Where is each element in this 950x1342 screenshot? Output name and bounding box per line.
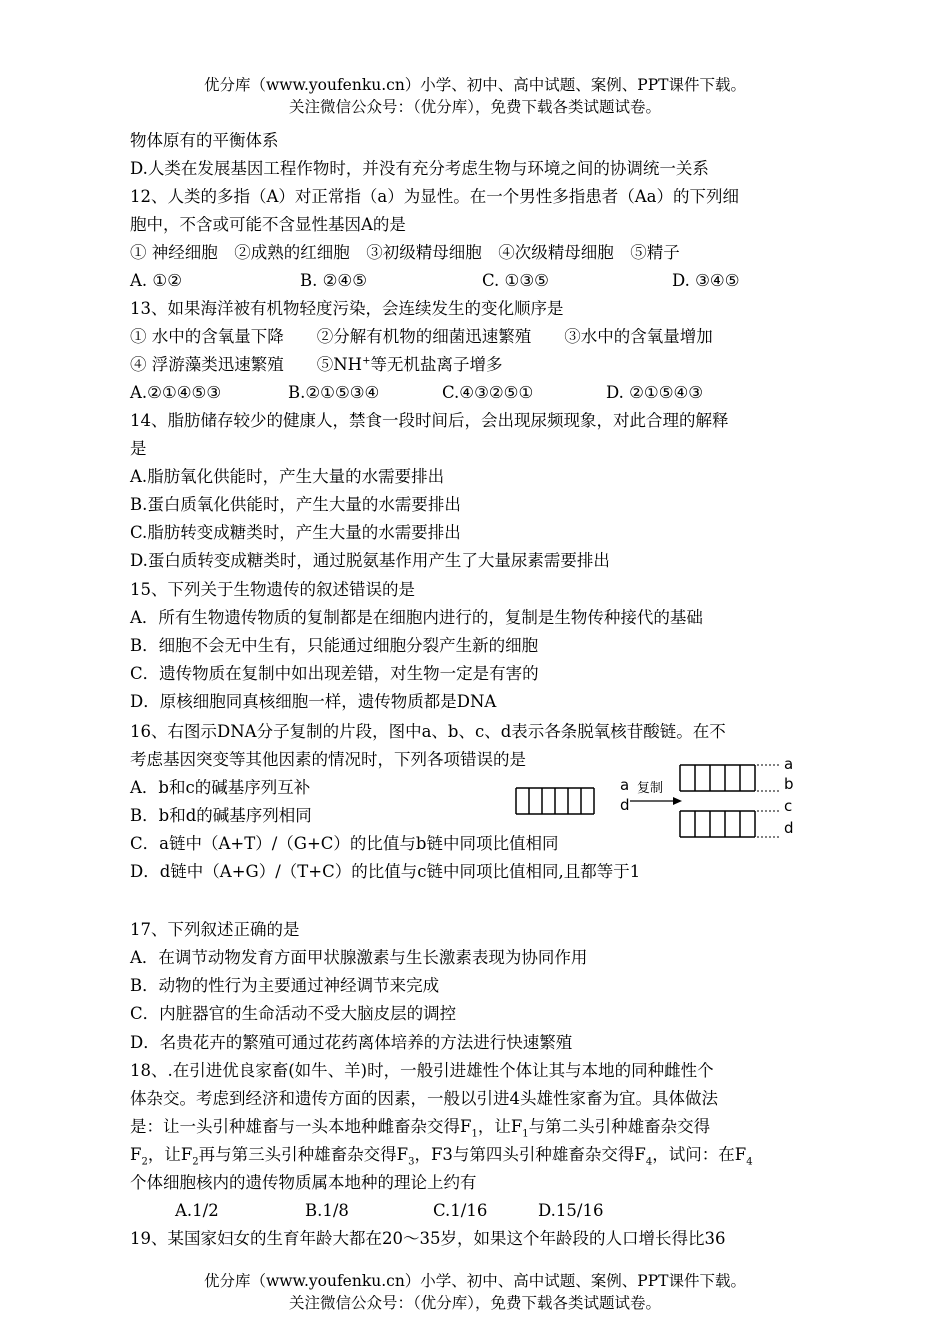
daughter-dna-top: [680, 765, 755, 791]
option-b: B．b和d的碱基序列相同: [130, 806, 312, 825]
option-a: A.1/2: [175, 1201, 219, 1220]
footer-line-1: 优分库（www.youfenku.cn）小学、初中、高中试题、案例、PPT课件下载。: [203, 1272, 747, 1290]
page-header: [0, 74, 950, 118]
option-a: A. ①②: [130, 271, 182, 290]
text-line: [130, 1113, 710, 1141]
option-b: B．动物的性行为主要通过神经调节来完成: [130, 976, 440, 995]
parent-dna-ladder: [516, 788, 594, 814]
option-d: D.15/16: [538, 1201, 604, 1220]
text-line: 考虑基因突变等其他因素的情况时，下列各项错误的是: [130, 750, 526, 769]
right-label-b: b: [784, 775, 794, 793]
arrow-icon: [630, 797, 682, 805]
option-b: B.蛋白质氧化供能时，产生大量的水需要排出: [130, 495, 461, 514]
text-line: 个体细胞核内的遗传物质属本地种的理论上约有: [130, 1173, 477, 1192]
question-18-options: [175, 1197, 603, 1225]
option-c: C．a链中（A+T）/（G+C）的比值与b链中同项比值相同: [130, 834, 559, 853]
text-span: ，F3与第四头引种雄畜杂交得F: [414, 1145, 646, 1164]
text-line: D.人类在发展基因工程作物时，并没有充分考虑生物与环境之间的协调统一关系: [130, 159, 709, 178]
question-14-stem: 14、脂肪储存较少的健康人，禁食一段时间后，会出现尿频现象，对此合理的解释: [130, 411, 729, 430]
subscript: 2: [141, 1156, 148, 1168]
text-span: ④ 浮游藻类迅速繁殖 ⑤NH: [130, 355, 363, 374]
question-19-stem: 19、某国家妇女的生育年龄大都在20～35岁，如果这个年龄段的人口增长得比36: [130, 1229, 726, 1248]
header-line-2: 关注微信公众号：（优分库），免费下载各类试题试卷。: [288, 98, 661, 116]
question-12-items: ① 神经细胞 ②成熟的红细胞 ③初级精母细胞 ④次级精母细胞 ⑤精子: [130, 243, 680, 262]
subscript: 1: [522, 1128, 529, 1140]
superscript: +: [362, 355, 371, 367]
question-12-options: [130, 267, 740, 295]
text-span: F: [130, 1145, 142, 1164]
option-a: A．b和c的碱基序列互补: [130, 778, 311, 797]
text-line: 胞中，不含或可能不含显性基因A的是: [130, 215, 406, 234]
text-span: 是：让一头引种雄畜与一头本地种雌畜杂交得F: [130, 1117, 472, 1136]
option-c: C.④③②⑤①: [442, 383, 534, 402]
question-16-stem: 16、右图示DNA分子复制的片段，图中a、b、c、d表示各条脱氧核苷酸链。在不: [130, 722, 726, 741]
text-line: 体杂交。考虑到经济和遗传方面的因素，一般以引进4头雄性家畜为宜。具体做法: [130, 1089, 718, 1108]
option-d: D．名贵花卉的繁殖可通过花药离体培养的方法进行快速繁殖: [130, 1033, 573, 1052]
question-13-items: ① 水中的含氧量下降 ②分解有机物的细菌迅速繁殖 ③水中的含氧量增加: [130, 327, 713, 346]
question-13-items-2: [130, 351, 502, 379]
text-span: ，让F: [477, 1117, 523, 1136]
subscript: 3: [408, 1156, 415, 1168]
subscript: 4: [645, 1156, 653, 1168]
question-15-stem: 15、下列关于生物遗传的叙述错误的是: [130, 580, 415, 599]
question-12-stem: 12、人类的多指（A）对正常指（a）为显性。在一个男性多指患者（Aa）的下列细: [130, 187, 740, 206]
option-c: C.脂肪转变成糖类时，产生大量的水需要排出: [130, 523, 461, 542]
text-span: ，试问：在F: [652, 1145, 747, 1164]
left-label-d: d: [620, 796, 630, 814]
text-span: 再与第三头引种雄畜杂交得F: [198, 1145, 409, 1164]
page-footer: [0, 1270, 950, 1314]
text-line: [130, 1141, 753, 1169]
option-d: D. ③④⑤: [672, 271, 740, 290]
option-d: D．原核细胞同真核细胞一样，遗传物质都是DNA: [130, 692, 497, 711]
option-d: D.蛋白质转变成糖类时，通过脱氨基作用产生了大量尿素需要排出: [130, 551, 610, 570]
text-span: ，让F: [147, 1145, 193, 1164]
option-d: D. ②①⑤④③: [606, 383, 704, 402]
option-c: C．遗传物质在复制中如出现差错，对生物一定是有害的: [130, 664, 539, 683]
option-a: A.脂肪氧化供能时，产生大量的水需要排出: [130, 467, 445, 486]
left-label-a: a: [620, 776, 630, 794]
question-17-stem: 17、下列叙述正确的是: [130, 920, 300, 939]
footer-line-2: 关注微信公众号：（优分库），免费下载各类试题试卷。: [288, 1294, 661, 1312]
option-d: D．d链中（A+G）/（T+C）的比值与c链中同项比值相同,且都等于1: [130, 862, 641, 881]
option-c: C.1/16: [433, 1201, 488, 1220]
text-span: 与第二头引种雄畜杂交得: [528, 1117, 711, 1136]
subscript: 4: [746, 1156, 753, 1168]
header-line-1: 优分库（www.youfenku.cn）小学、初中、高中试题、案例、PPT课件下载。: [203, 76, 747, 94]
option-b: B.1/8: [305, 1201, 349, 1220]
question-13-stem: 13、如果海洋被有机物轻度污染，会连续发生的变化顺序是: [130, 299, 564, 318]
daughter-dna-bottom: [680, 811, 755, 837]
text-line: 物体原有的平衡体系: [130, 131, 279, 150]
right-label-a: a: [784, 755, 794, 773]
dna-replication-diagram: [512, 755, 812, 845]
subscript: 2: [192, 1156, 199, 1168]
option-b: B．细胞不会无中生有，只能通过细胞分裂产生新的细胞: [130, 636, 539, 655]
option-b: B.②①⑤③④: [288, 383, 380, 402]
option-a: A．所有生物遗传物质的复制都是在细胞内进行的，复制是生物传种接代的基础: [130, 608, 703, 627]
question-18-stem: 18、.在引进优良家畜(如牛、羊)时，一般引进雄性个体让其与本地的同种雌性个: [130, 1061, 714, 1080]
option-b: B. ②④⑤: [300, 271, 367, 290]
right-label-c: c: [784, 797, 793, 815]
label-leader-lines: [757, 765, 780, 837]
right-label-d: d: [784, 819, 794, 837]
text-line: 是: [130, 439, 147, 458]
option-a: A.②①④⑤③: [130, 383, 222, 402]
option-c: C．内脏器官的生命活动不受大脑皮层的调控: [130, 1004, 457, 1023]
subscript: 1: [471, 1128, 478, 1140]
option-c: C. ①③⑤: [482, 271, 549, 290]
option-a: A．在调节动物发育方面甲状腺激素与生长激素表现为协同作用: [130, 948, 588, 967]
text-span: 等无机盐离子增多: [370, 355, 503, 374]
arrow-label: 复制: [637, 781, 664, 796]
question-13-options: [130, 379, 703, 407]
